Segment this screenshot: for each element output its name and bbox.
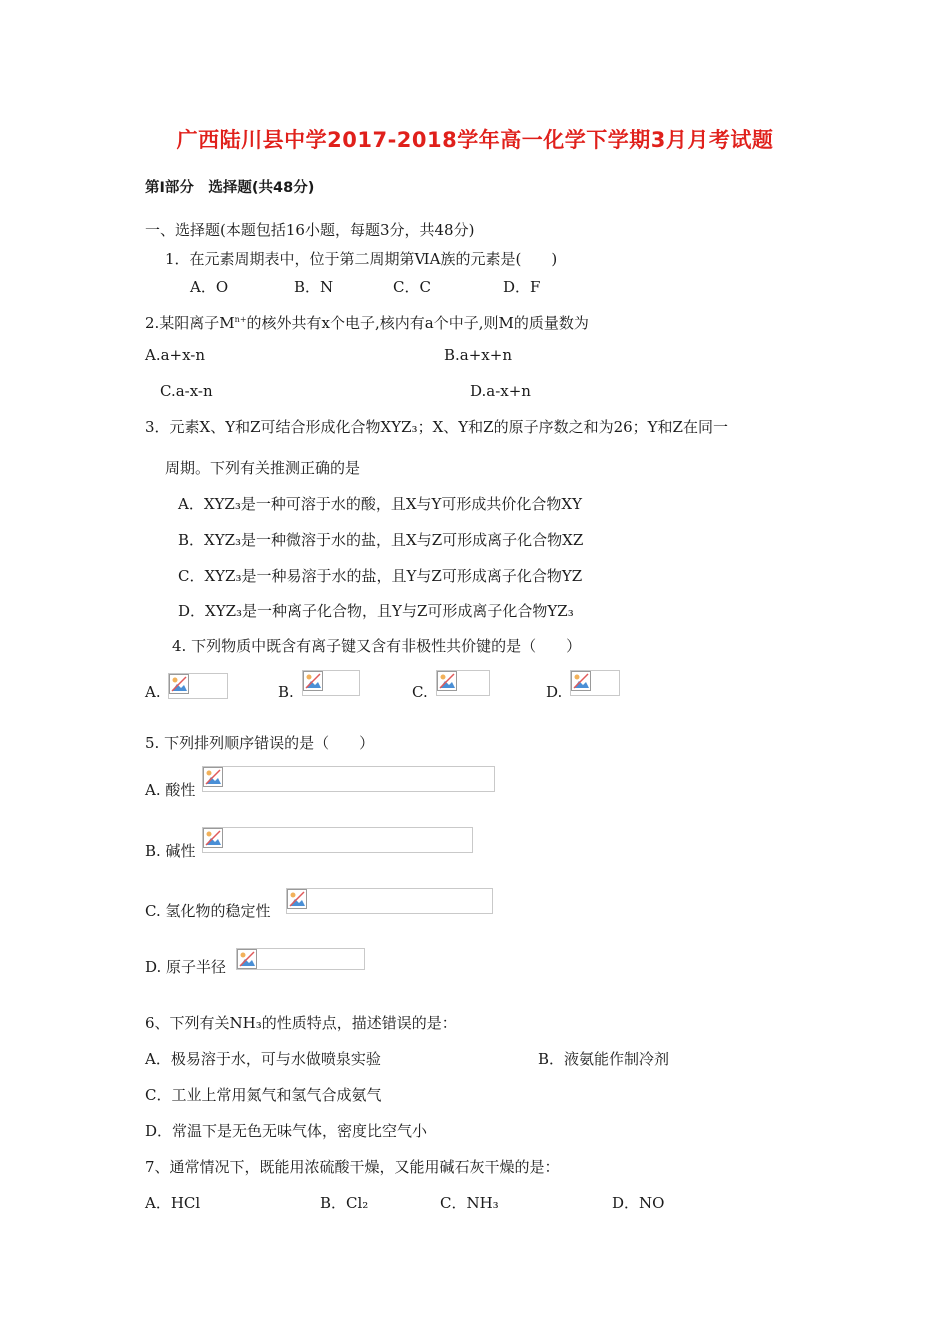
q5-option-d: D. 原子半径	[145, 958, 227, 976]
q4-option-c: C.	[412, 683, 428, 701]
q4-option-c-image	[436, 670, 490, 696]
broken-image-icon	[437, 671, 457, 691]
q2-stem-post: 的核外共有x个电子,核内有a个中子,则M的质量数为	[246, 314, 589, 332]
q2-option-d: D.a-x+n	[470, 382, 531, 400]
q7-option-b: B．Cl₂	[320, 1194, 369, 1212]
q7-stem: 7、通常情况下，既能用浓硫酸干燥，又能用碱石灰干燥的是：	[145, 1158, 560, 1176]
q7-option-a: A．HCl	[145, 1194, 201, 1212]
q3-stem-line1: 3．元素X、Y和Z可结合形成化合物XYZ₃；X、Y和Z的原子序数之和为26；Y和Z在同一	[145, 418, 728, 436]
q3-option-c: C．XYZ₃是一种易溶于水的盐，且Y与Z可形成离子化合物YZ	[178, 567, 583, 585]
q2-stem	[145, 310, 589, 333]
q7-option-c: C．NH₃	[440, 1194, 499, 1212]
q3-stem-line2: 周期。下列有关推测正确的是	[165, 459, 361, 477]
q4-option-d-image	[570, 670, 620, 696]
q4-option-b: B.	[278, 683, 294, 701]
q2-charge-superscript: n+	[234, 315, 247, 324]
q5-option-c: C. 氢化物的稳定性	[145, 902, 271, 920]
q2-option-a: A.a+x-n	[145, 346, 206, 364]
broken-image-icon	[287, 889, 307, 909]
q2-option-b: B.a+x+n	[444, 346, 512, 364]
q5-stem: 5. 下列排列顺序错误的是（ ）	[145, 734, 375, 752]
q4-option-b-image	[302, 670, 360, 696]
broken-image-icon	[303, 671, 323, 691]
q5-option-b: B. 碱性	[145, 842, 196, 860]
q5-option-a: A. 酸性	[145, 781, 196, 799]
q1-option-d: D．F	[503, 278, 541, 296]
broken-image-icon	[203, 767, 223, 787]
broken-image-icon	[203, 828, 223, 848]
q6-option-c: C．工业上常用氮气和氢气合成氨气	[145, 1086, 382, 1104]
q5-option-d-image	[236, 948, 365, 970]
q4-stem: 4. 下列物质中既含有离子键又含有非极性共价键的是（ ）	[172, 637, 582, 655]
part-heading: 一、选择题(本题包括16小题，每题3分，共48分)	[145, 221, 475, 239]
q1-option-c: C．C	[393, 278, 431, 296]
q6-stem: 6、下列有关NH₃的性质特点，描述错误的是：	[145, 1014, 457, 1032]
q6-option-d: D．常温下是无色无味气体，密度比空气小	[145, 1122, 428, 1140]
broken-image-icon	[237, 949, 257, 969]
q1-stem: 1．在元素周期表中，位于第二周期第ⅥA族的元素是( )	[165, 250, 558, 268]
broken-image-icon	[169, 674, 189, 694]
q5-option-a-image	[202, 766, 495, 792]
q3-option-b: B．XYZ₃是一种微溶于水的盐，且X与Z可形成离子化合物XZ	[178, 531, 584, 549]
q1-option-b: B．N	[294, 278, 334, 296]
q7-option-d: D．NO	[612, 1194, 665, 1212]
q2-option-c: C.a-x-n	[160, 382, 213, 400]
q4-option-d: D.	[546, 683, 563, 701]
q4-option-a-image	[168, 673, 228, 699]
q1-option-a: A．O	[190, 278, 229, 296]
section-heading: 第Ⅰ部分 选择题(共48分)	[145, 180, 315, 196]
q3-option-d: D．XYZ₃是一种离子化合物，且Y与Z可形成离子化合物YZ₃	[178, 602, 574, 620]
q6-option-b: B．液氨能作制冷剂	[538, 1050, 670, 1068]
q5-option-c-image	[286, 888, 493, 914]
q3-option-a: A．XYZ₃是一种可溶于水的酸，且X与Y可形成共价化合物XY	[178, 495, 583, 513]
q6-option-a: A．极易溶于水，可与水做喷泉实验	[145, 1050, 381, 1068]
broken-image-icon	[571, 671, 591, 691]
q4-option-a: A.	[145, 683, 161, 701]
q2-stem-pre: 2.某阳离子M	[145, 314, 235, 332]
page-title: 广西陆川县中学2017-2018学年高一化学下学期3月月考试题	[176, 128, 774, 152]
q5-option-b-image	[202, 827, 473, 853]
